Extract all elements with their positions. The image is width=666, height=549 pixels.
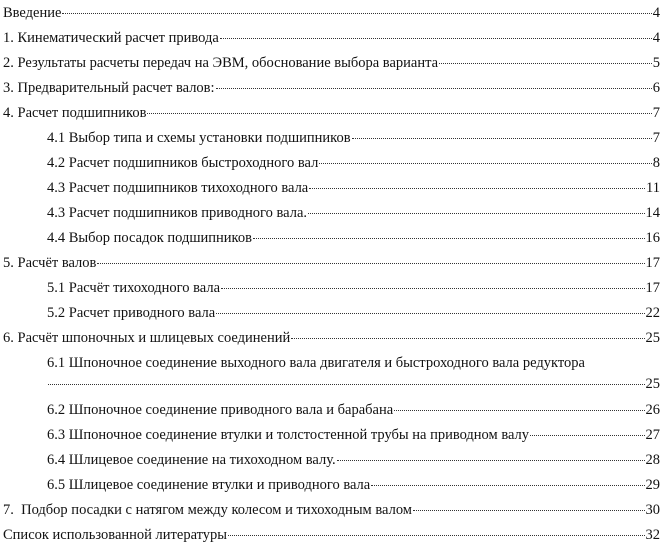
toc-entry-title: 6.2 Шпоночное соединение приводного вала и барабана <box>47 402 394 418</box>
toc-entry-title: 6.1 Шпоночное соединение выходного вала двигателя и быстроходного вала редуктора <box>47 355 585 371</box>
toc-entry-title: 4.1 Выбор типа и схемы установки подшипников <box>47 130 351 146</box>
toc-entry-title: 4.2 Расчет подшипников быстроходного вал <box>47 155 319 171</box>
toc-entry-page: 8 <box>652 155 660 171</box>
toc-entry-title: 7. Подбор посадки с натягом между колесом и тихоходным валом <box>3 502 412 518</box>
dot-leader <box>319 163 651 164</box>
toc-entry-title: 6.5 Шлицевое соединение втулки и приводного вала <box>47 477 371 493</box>
toc-entry-page: 4 <box>652 30 660 46</box>
dot-leader <box>530 435 644 436</box>
dot-leader <box>308 213 644 214</box>
toc-entry-page: 11 <box>646 180 660 196</box>
dot-leader <box>62 13 651 14</box>
toc-entry-title: 6.3 Шпоночное соединение втулки и толстостенной трубы на приводном валу <box>47 427 530 443</box>
toc-entry-page: 25 <box>645 376 660 392</box>
toc-entry-page: 30 <box>645 502 660 518</box>
toc-entry-title: 3. Предварительный расчет валов: <box>3 80 215 96</box>
dot-leader <box>221 288 644 289</box>
toc-entry-page: 7 <box>652 130 660 146</box>
dot-leader <box>253 238 645 239</box>
toc-entry-page: 27 <box>645 427 660 443</box>
toc-entry-page: 22 <box>645 305 660 321</box>
dot-leader <box>439 63 652 64</box>
toc-entry-page: 16 <box>645 230 660 246</box>
toc-entry-page: 17 <box>645 255 660 271</box>
toc-entry-page: 7 <box>652 105 660 121</box>
dot-leader <box>216 88 652 89</box>
toc-entry-page: 29 <box>645 477 660 493</box>
dot-leader <box>291 338 644 339</box>
toc-entry-title: 2. Результаты расчеты передач на ЭВМ, обоснование выбора варианта <box>3 55 439 71</box>
toc-entry-page: 17 <box>645 280 660 296</box>
toc-entry-title: 6. Расчёт шпоночных и шлицевых соединений <box>3 330 291 346</box>
toc-entry-page: 4 <box>652 5 660 21</box>
dot-leader <box>337 460 645 461</box>
toc-entry-page: 14 <box>645 205 660 221</box>
toc-entry-page: 5 <box>652 55 660 71</box>
dot-leader <box>228 535 644 536</box>
dot-leader <box>147 113 651 114</box>
dot-leader <box>413 510 645 511</box>
dot-leader <box>97 263 644 264</box>
dot-leader <box>394 410 644 411</box>
toc-entry-title: 6.4 Шлицевое соединение на тихоходном валу. <box>47 452 336 468</box>
toc-entry-page: 6 <box>652 80 660 96</box>
toc-entry-6-1 <box>0 354 660 394</box>
dot-leader <box>216 313 644 314</box>
toc-entry-page: 26 <box>645 402 660 418</box>
toc-entry-title: 5.2 Расчет приводного вала <box>47 305 216 321</box>
toc-entry-title: Введение <box>3 5 62 21</box>
toc-entry-page: 28 <box>645 452 660 468</box>
toc-entry-page: 32 <box>645 527 660 543</box>
toc-entry-title: 4.3 Расчет подшипников приводного вала. <box>47 205 308 221</box>
toc-entry-title: 4.4 Выбор посадок подшипников <box>47 230 252 246</box>
dot-leader <box>371 485 644 486</box>
dot-leader <box>309 188 645 189</box>
toc-entry-page: 25 <box>645 330 660 346</box>
toc-entry-title: 5.1 Расчёт тихоходного вала <box>47 280 221 296</box>
toc-entry-title: 5. Расчёт валов <box>3 255 97 271</box>
dot-leader <box>48 384 645 385</box>
toc-entry-title: 4. Расчет подшипников <box>3 105 147 121</box>
toc-entry-title: Список использованной литературы <box>3 527 228 543</box>
dot-leader <box>352 138 652 139</box>
toc-entry-title: 1. Кинематический расчет привода <box>3 30 219 46</box>
dot-leader <box>220 38 652 39</box>
toc-entry-title: 4.3 Расчет подшипников тихоходного вала <box>47 180 309 196</box>
